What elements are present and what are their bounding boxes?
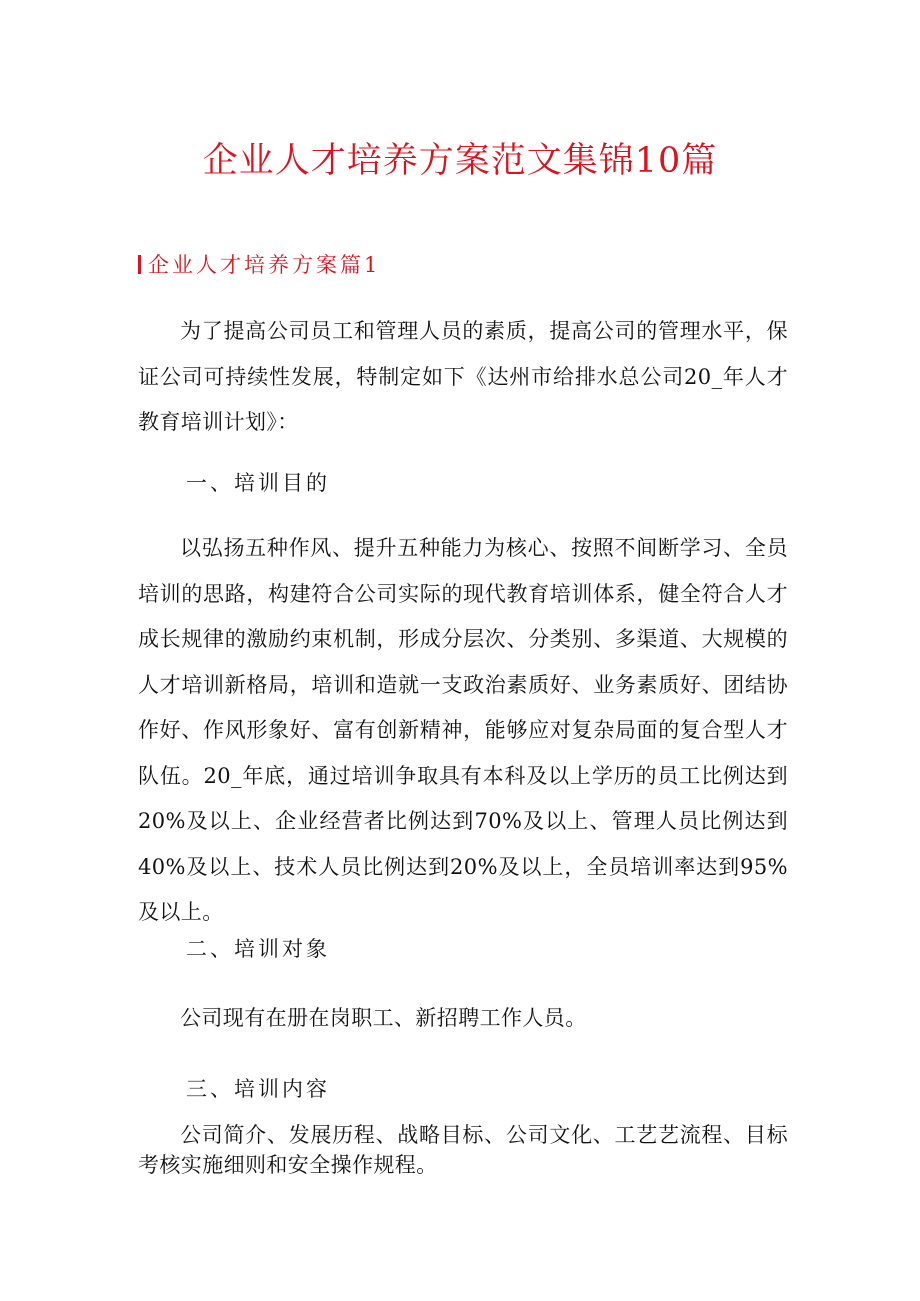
part3-heading: 三、培训内容	[186, 1077, 330, 1101]
intro-paragraph: 为了提高公司员工和管理人员的素质，提高公司的管理水平，保证公司可持续性发展，特制定如下《达州市给排水总公司20_年人才教育培训计划》：	[138, 319, 788, 434]
part1-paragraph: 以弘扬五种作风、提升五种能力为核心、按照不间断学习、全员培训的思路，构建符合公司实际的现代教育培训体系，健全符合人才成长规律的激励约束机制，形成分层次、分类别、多渠道、大规模的人才培训新格局，培训和造就一支政治素质好、业务素质好、团结协作好、作风形象好、富有创新精神，能够应对复杂局面的复合型人才队伍。20_年底，通过培训争取具有本科及以上学历的员工比例达到20%及以上、企业经营者比例达到70%及以上、管理人员比例达到40%及以上、技术人员比例达到20%及以上，全员培训率达到95%及以上。	[138, 536, 788, 924]
heading-marker-bar	[138, 255, 141, 274]
document-title: 企业人才培养方案范文集锦10篇	[202, 141, 718, 181]
part2-paragraph: 公司现有在册在岗职工、新招聘工作人员。	[180, 1006, 587, 1030]
section-heading	[138, 250, 380, 280]
section-heading-text: 企业人才培养方案篇1	[148, 253, 381, 277]
part3-paragraph: 公司简介、发展历程、战略目标、公司文化、工艺艺流程、目标考核实施细则和安全操作规程。	[138, 1123, 788, 1177]
part1-heading: 一、培训目的	[186, 471, 330, 495]
part2-heading: 二、培训对象	[186, 937, 330, 961]
